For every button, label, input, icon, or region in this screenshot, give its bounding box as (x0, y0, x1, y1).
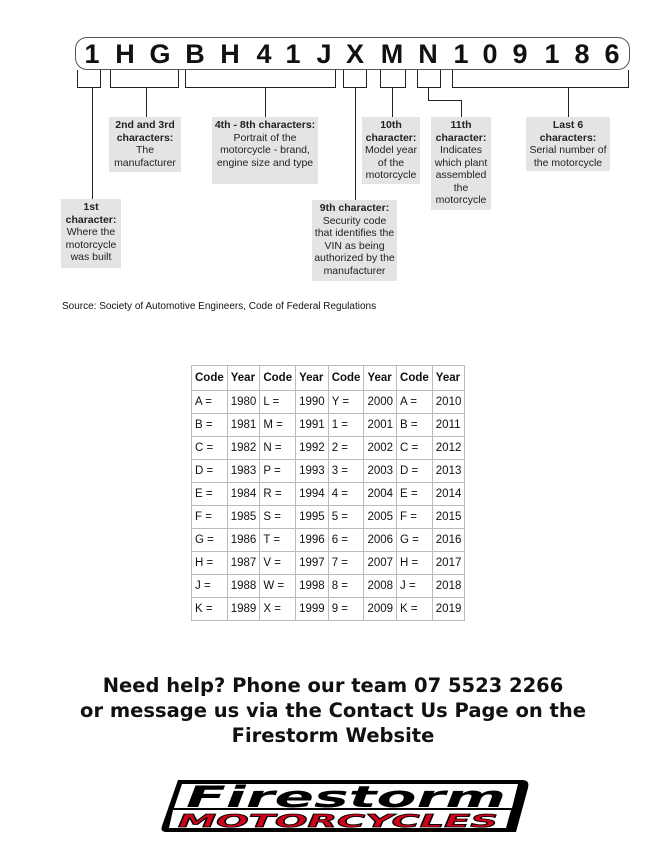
year-cell: 2009 (364, 598, 397, 621)
bracket-line (343, 70, 344, 88)
year-cell: 1996 (296, 529, 329, 552)
code-cell: J = (192, 575, 228, 598)
year-cell: 1991 (296, 414, 329, 437)
vin-character: N (418, 39, 438, 69)
year-cell: 1987 (227, 552, 260, 575)
code-cell: F = (397, 506, 433, 529)
table-row (192, 575, 465, 598)
year-cell: 1994 (296, 483, 329, 506)
year-cell: 2019 (432, 598, 465, 621)
year-cell: 1981 (227, 414, 260, 437)
bracket-line (185, 70, 186, 88)
code-cell: G = (397, 529, 433, 552)
label-text: The manufacturer (114, 144, 176, 169)
label-title: 4th - 8th characters: (214, 119, 316, 131)
code-cell: H = (397, 552, 433, 575)
year-cell: 2004 (364, 483, 397, 506)
bracket-line (146, 88, 147, 117)
label-title: 2nd and 3rd characters: (115, 119, 175, 144)
bracket-line (178, 70, 179, 88)
year-cell: 2000 (364, 391, 397, 414)
code-cell: 2 = (328, 437, 364, 460)
label-text: Portrait of the motorcycle - brand, engine size and type (216, 131, 314, 169)
code-cell: K = (192, 598, 228, 621)
column-header: Code (260, 366, 296, 391)
label-title: Last 6 characters: (539, 119, 597, 144)
code-cell: D = (192, 460, 228, 483)
code-cell: D = (397, 460, 433, 483)
table-row (192, 414, 465, 437)
vin-character: J (316, 39, 332, 69)
code-cell: A = (192, 391, 228, 414)
label-10th (362, 117, 420, 184)
column-header: Year (364, 366, 397, 391)
bracket-line (461, 100, 462, 117)
bracket-line (440, 70, 441, 88)
year-cell: 2013 (432, 460, 465, 483)
bracket-line (265, 88, 266, 117)
code-cell: 9 = (328, 598, 364, 621)
bracket-line (392, 88, 393, 117)
bracket-line (452, 70, 453, 88)
label-last-6 (526, 117, 610, 171)
code-cell: C = (397, 437, 433, 460)
label-title: 1st character: (65, 201, 117, 226)
table-row (192, 598, 465, 621)
code-cell: 3 = (328, 460, 364, 483)
code-cell: 7 = (328, 552, 364, 575)
vin-character: 1 (285, 39, 301, 69)
year-cell: 1988 (227, 575, 260, 598)
year-cell: 2002 (364, 437, 397, 460)
column-header: Year (296, 366, 329, 391)
code-cell: 5 = (328, 506, 364, 529)
bracket-line (110, 87, 179, 88)
vin-character: 6 (604, 39, 620, 69)
bracket-line (110, 70, 111, 88)
table-row (192, 483, 465, 506)
code-cell: B = (397, 414, 433, 437)
label-2nd-3rd (109, 117, 181, 172)
code-cell: R = (260, 483, 296, 506)
year-cell: 2007 (364, 552, 397, 575)
table-row (192, 506, 465, 529)
vin-character: H (220, 39, 240, 69)
vin-character: 4 (256, 39, 272, 69)
code-cell: E = (192, 483, 228, 506)
bracket-line (452, 87, 629, 88)
bracket-line (417, 70, 418, 88)
bracket-line (100, 70, 101, 88)
code-cell: L = (260, 391, 296, 414)
code-cell: 8 = (328, 575, 364, 598)
help-line-website: Firestorm Website (231, 724, 435, 747)
code-cell: G = (192, 529, 228, 552)
label-text: Indicates which plant assembled the motorcycle (434, 144, 488, 206)
label-title: 9th character: (319, 202, 390, 214)
year-cell: 2015 (432, 506, 465, 529)
column-header: Code (192, 366, 228, 391)
code-cell: M = (260, 414, 296, 437)
table-row (192, 460, 465, 483)
vin-character: 8 (574, 39, 590, 69)
column-header: Code (328, 366, 364, 391)
code-cell: J = (397, 575, 433, 598)
year-cell: 2005 (364, 506, 397, 529)
label-title: 11th character: (435, 119, 487, 144)
help-message (0, 673, 666, 748)
column-header: Year (432, 366, 465, 391)
model-year-table (191, 365, 465, 621)
source-note: Source: Society of Automotive Engineers, Code of Federal Regulations (62, 301, 377, 312)
table-row (192, 391, 465, 414)
year-cell: 1983 (227, 460, 260, 483)
bracket-line (380, 70, 381, 88)
year-cell: 1998 (296, 575, 329, 598)
label-text: Where the motorcycle was built (65, 226, 117, 263)
code-cell: X = (260, 598, 296, 621)
year-cell: 1993 (296, 460, 329, 483)
year-cell: 1990 (296, 391, 329, 414)
year-cell: 2017 (432, 552, 465, 575)
code-cell: V = (260, 552, 296, 575)
year-cell: 1999 (296, 598, 329, 621)
logo-word-firestorm: Firestorm (186, 780, 506, 814)
code-cell: C = (192, 437, 228, 460)
code-cell: A = (397, 391, 433, 414)
code-cell: K = (397, 598, 433, 621)
help-line-contact: or message us via the Contact Us Page on the (80, 699, 586, 722)
table-row (192, 529, 465, 552)
table-row (192, 437, 465, 460)
year-cell: 2018 (432, 575, 465, 598)
vin-character: 1 (84, 39, 100, 69)
help-line-phone: Need help? Phone our team 07 5523 2266 (102, 674, 564, 697)
vin-character: M (380, 39, 404, 69)
code-cell: 4 = (328, 483, 364, 506)
label-text: Serial number of the motorcycle (529, 144, 607, 169)
code-cell: 6 = (328, 529, 364, 552)
bracket-line (568, 88, 569, 117)
year-cell: 1984 (227, 483, 260, 506)
code-cell: H = (192, 552, 228, 575)
year-cell: 2014 (432, 483, 465, 506)
year-cell: 2003 (364, 460, 397, 483)
vin-character: X (345, 39, 364, 69)
bracket-line (366, 70, 367, 88)
column-header: Code (397, 366, 433, 391)
label-text: Security code that identifies the VIN as being authorized by the manufacturer (314, 214, 395, 277)
bracket-line (77, 70, 78, 88)
vin-character: H (115, 39, 135, 69)
vin-character: G (149, 39, 171, 69)
vin-character: 0 (482, 39, 498, 69)
code-cell: F = (192, 506, 228, 529)
code-cell: 1 = (328, 414, 364, 437)
code-cell: E = (397, 483, 433, 506)
vin-character: 1 (453, 39, 469, 69)
code-cell: S = (260, 506, 296, 529)
bracket-line (355, 88, 356, 200)
firestorm-logo (160, 776, 532, 838)
bracket-line (77, 87, 101, 88)
bracket-line (417, 87, 441, 88)
year-cell: 2010 (432, 391, 465, 414)
year-cell: 1986 (227, 529, 260, 552)
bracket-line (428, 100, 461, 101)
year-cell: 1982 (227, 437, 260, 460)
year-cell: 1985 (227, 506, 260, 529)
year-cell: 1995 (296, 506, 329, 529)
code-cell: B = (192, 414, 228, 437)
vin-character: 1 (544, 39, 560, 69)
bracket-line (380, 87, 406, 88)
bracket-line (335, 70, 336, 88)
bracket-line (92, 88, 93, 199)
bracket-line (628, 70, 629, 88)
label-4th-8th (212, 117, 318, 184)
code-cell: P = (260, 460, 296, 483)
year-cell: 2001 (364, 414, 397, 437)
year-cell: 2008 (364, 575, 397, 598)
bracket-line (405, 70, 406, 88)
table-row (192, 552, 465, 575)
table-header-row (192, 366, 465, 391)
year-cell: 2011 (432, 414, 465, 437)
column-header: Year (227, 366, 260, 391)
label-11th (431, 117, 491, 210)
code-cell: Y = (328, 391, 364, 414)
vin-character: B (185, 39, 205, 69)
year-cell: 1980 (227, 391, 260, 414)
label-title: 10th character: (365, 119, 417, 144)
label-text: Model year of the motorcycle (365, 144, 417, 181)
year-cell: 1992 (296, 437, 329, 460)
label-1st (61, 199, 121, 268)
code-cell: T = (260, 529, 296, 552)
year-cell: 2006 (364, 529, 397, 552)
year-cell: 1997 (296, 552, 329, 575)
vin-character: 9 (512, 39, 528, 69)
code-cell: N = (260, 437, 296, 460)
code-cell: W = (260, 575, 296, 598)
year-cell: 1989 (227, 598, 260, 621)
logo-word-motorcycles: MOTORCYCLES (178, 811, 498, 832)
year-cell: 2016 (432, 529, 465, 552)
year-cell: 2012 (432, 437, 465, 460)
label-9th (312, 200, 397, 281)
bracket-line (185, 87, 336, 88)
